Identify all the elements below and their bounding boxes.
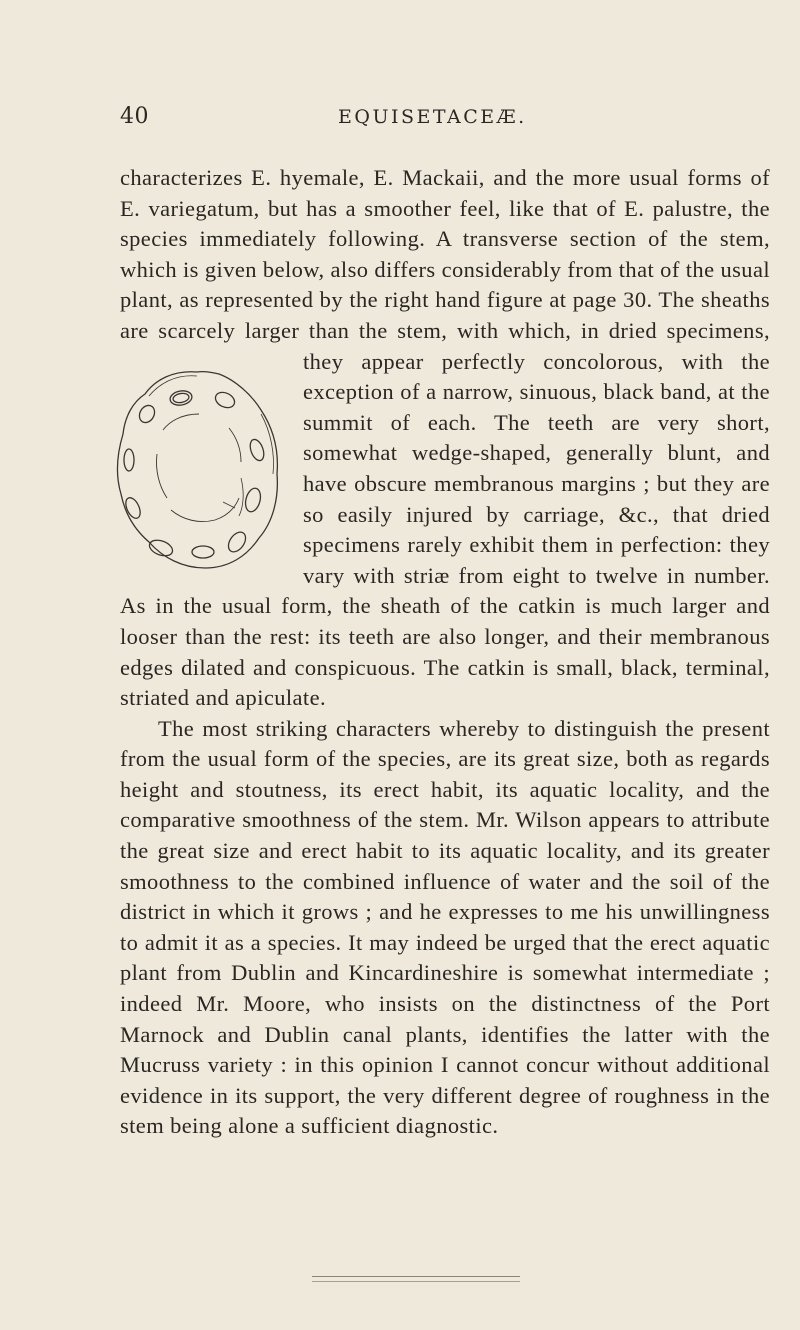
section-divider [312,1276,520,1282]
stem-cross-section-figure [111,358,283,586]
paragraph-1: characterizes E. hyemale, E. Mackaii, and the more usual forms of E. variegatum, but has a smoother feel, like that of E. palustre, the species immediately following. A transverse section of the stem, which is given below, also differs considerably from that of the usual plant, as represented by the right hand figure at page 30. The sheaths are scarcely larger than the stem, with which, in dried specimens, they appear perfectly concolorous, with the exception of a narrow, sinuous, black band, at the summit of each. The teeth are very short, somewhat wedge-shaped, generally blunt, and have obscure membranous margins ; but they are so easily injured by carriage, &c., that dried specimens rarely exhibit them in perfection: they vary with striæ from eight to twelve in number. As in the usual form, the sheath of the catkin is much larger and looser than the rest: its teeth are also longer, and their membranous edges dilated and conspicuous. The catkin is small, black, terminal, striated and apiculate. [120,165,770,711]
body-text [120,163,770,1142]
paragraph-2: The most striking characters whereby to distinguish the present from the usual form of the species, are its great size, both as regards height and stoutness, its erect habit, its aquatic locality, and the comparative smoothness of the stem. Mr. Wilson appears to attribute the great size and erect habit to its aquatic locality, and its greater smoothness to the combined influence of water and the soil of the district in which it grows ; and he expresses to me his unwillingness to admit it as a species. It may indeed be urged that the erect aquatic plant from Dublin and Kincardineshire is somewhat intermediate ; indeed Mr. Moore, who insists on the distinctness of the Port Marnock and Dublin canal plants, identifies the latter with the Mucruss variety : in this opinion I cannot concur without additional evidence in its support, the very different degree of roughness in the stem being alone a sufficient diagnostic. [120,715,770,1139]
stem-cross-section-icon [111,358,283,586]
running-title: EQUISETACEÆ. [338,106,527,128]
page-number: 40 [120,104,149,129]
page-header [120,104,800,134]
